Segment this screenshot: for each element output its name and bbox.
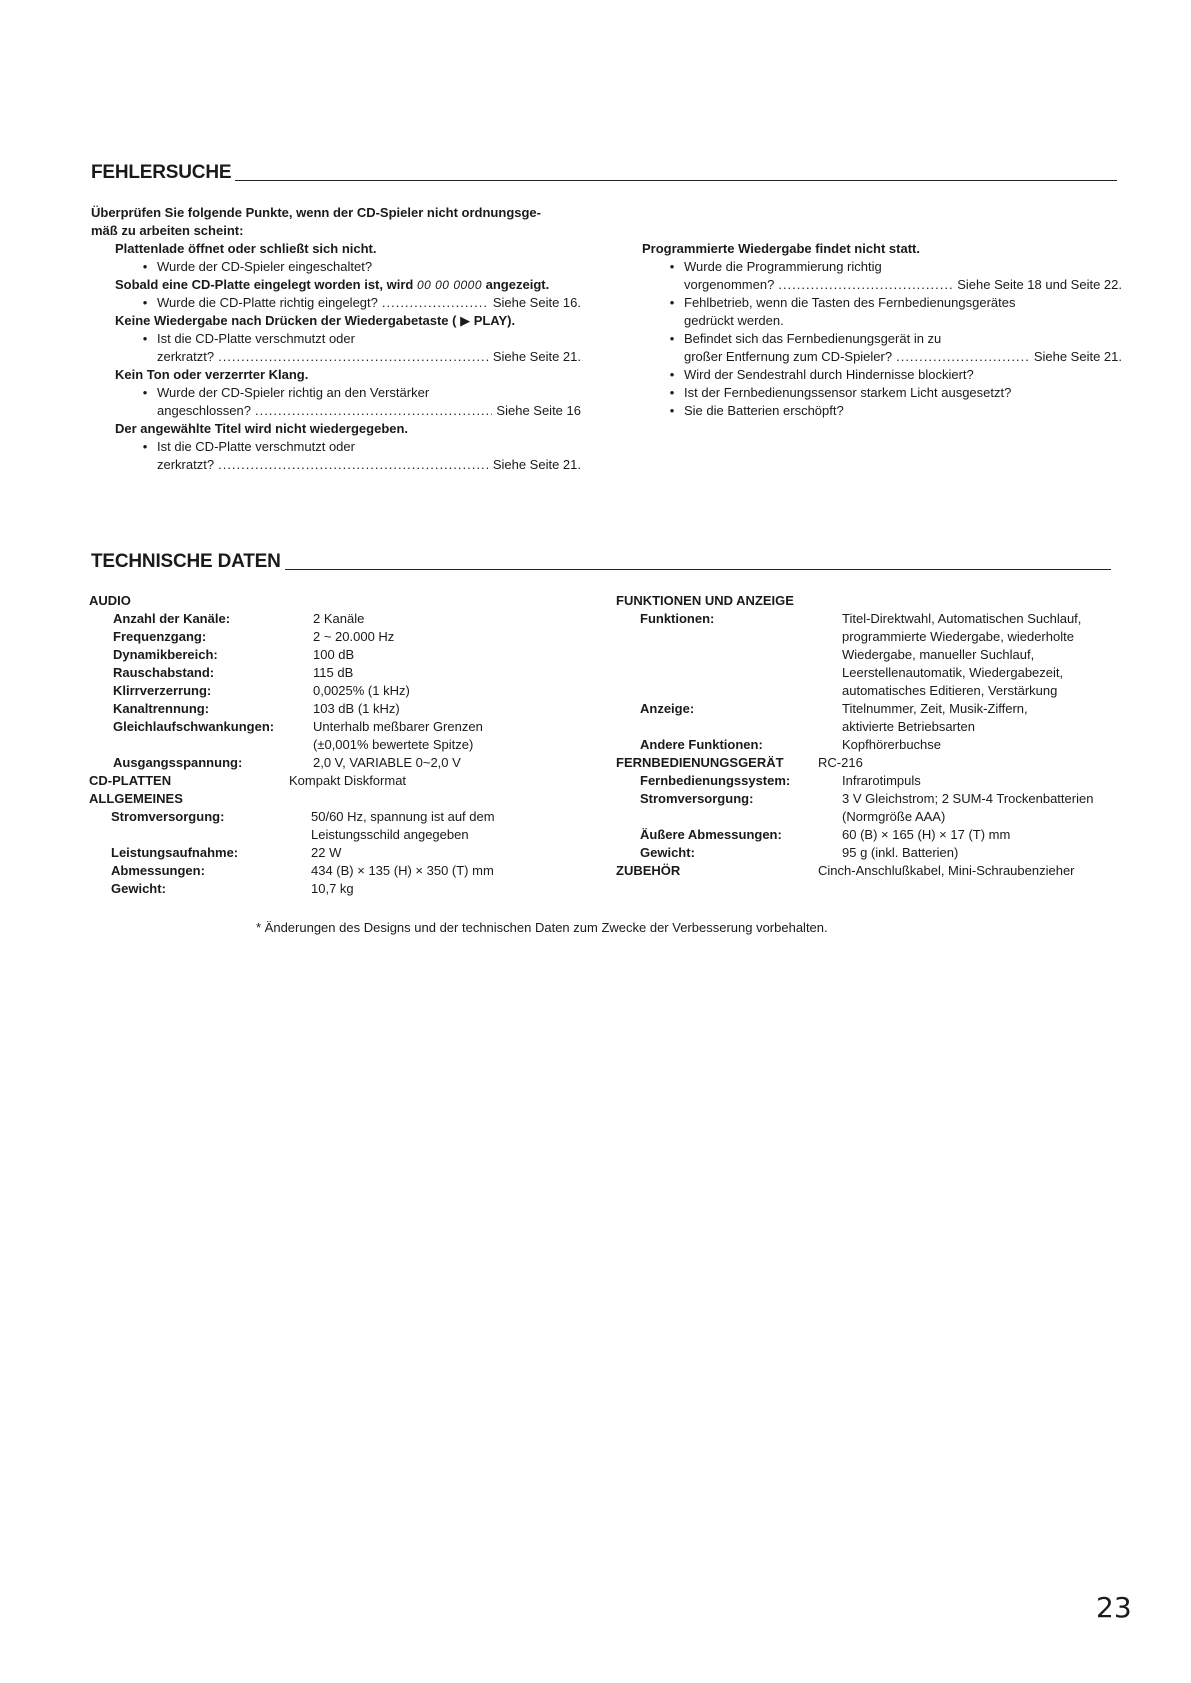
spec-value [842,610,1081,700]
spec-value-line: automatisches Editieren, Verstärkung [842,683,1058,698]
spec-row [89,808,609,844]
check-item: • Befindet sich das Fernbedienungsgerät in zu [660,330,1122,348]
spec-row [616,754,1136,772]
check-item-continuation: vorgenommen? ..... Siehe Seite 18 und Seite 22. [684,276,1122,294]
spec-value: Kompakt Diskformat [289,773,407,788]
heading-rule [285,569,1111,570]
specs-left-column [89,592,609,898]
spec-value-line: Leistungsschild angegeben [311,827,469,842]
spec-group-heading: ALLGEMEINES [89,791,183,806]
problem-heading: Sobald eine CD-Platte eingelegt worden ist, wird 00 00 0000 angezeigt. [115,277,550,292]
check-item: • Wurde der CD-Spieler richtig an den Verstärker [133,384,581,402]
display-readout: 00 00 0000 [416,278,483,292]
spec-value-line: 60 (B) × 165 (H) × 17 (T) mm [842,827,1011,842]
spec-value-line: 100 dB [313,647,355,662]
spec-value-line: Wiedergabe, manueller Suchlauf, [842,647,1035,662]
spec-value-line: 50/60 Hz, spannung ist auf dem [311,809,495,824]
spec-row [89,862,609,880]
spec-value [311,808,495,844]
spec-value [842,790,1093,826]
spec-value [313,646,354,664]
section-heading-fehlersuche [91,162,1117,184]
spec-row [616,772,1136,790]
spec-value-line: Kopfhörerbuchse [842,737,942,752]
spec-label: Ausgangsspannung: [113,755,243,770]
check-item: • Ist die CD-Platte verschmutzt oder [133,330,581,348]
spec-value-line: Leerstellenautomatik, Wiedergabezeit, [842,665,1064,680]
check-item-continuation: großer Entfernung zum CD-Spieler? ..... Siehe Seite 21. [684,348,1122,366]
spec-row [616,862,1136,880]
spec-value-line: Infrarotimpuls [842,773,921,788]
spec-value: Cinch-Anschlußkabel, Mini-Schraubenzieher [818,863,1075,878]
page-reference: Siehe Seite 18 und Seite 22. [957,277,1122,292]
spec-group-heading: FUNKTIONEN UND ANZEIGE [616,593,794,608]
check-item: • Wurde die Programmierung richtig [660,258,1122,276]
check-item: • Fehlbetrieb, wenn die Tasten des Fernbedienungsgerätes [660,294,1122,312]
heading-rule [235,180,1117,181]
page-reference: Siehe Seite 21. [1033,349,1122,364]
section-heading-technische-daten [91,551,1111,573]
spec-group-heading: CD-PLATTEN [89,773,172,788]
problem-heading: Kein Ton oder verzerrter Klang. [115,367,309,382]
spec-value-line: 2,0 V, VARIABLE 0~2,0 V [313,755,461,770]
spec-row [89,844,609,862]
spec-group-heading: FERNBEDIENUNGSGERÄT [616,755,784,770]
spec-value [313,682,410,700]
spec-row [616,700,1136,736]
check-item-continuation: zerkratzt? ..... Siehe Seite 21. [157,348,581,366]
spec-label: Andere Funktionen: [640,737,763,752]
spec-value-line: programmierte Wiedergabe, wiederholte [842,629,1074,644]
spec-row [89,628,609,646]
page-reference: Siehe Seite 21. [492,349,581,364]
spec-value-line: 2 Kanäle [313,611,365,626]
spec-group-heading: AUDIO [89,593,131,608]
spec-value [313,718,483,754]
check-item: • Ist der Fernbedienungssensor starkem Licht ausgesetzt? [660,384,1122,402]
spec-value [842,772,921,790]
spec-row [616,610,1136,700]
spec-value [313,664,353,682]
problem-heading: Der angewählte Titel wird nicht wiedergegeben. [115,421,409,436]
page-reference: Siehe Seite 21. [492,457,581,472]
check-item: • Wird der Sendestrahl durch Hindernisse blockiert? [660,366,1122,384]
spec-row [616,826,1136,844]
spec-row [89,718,609,754]
remote-spec-list [616,772,1136,862]
spec-value-line: 2 ~ 20.000 Hz [313,629,395,644]
spec-value-line: (±0,001% bewertete Spitze) [313,737,474,752]
spec-value-line: 22 W [311,845,342,860]
spec-value-line: 0,0025% (1 kHz) [313,683,410,698]
fehlersuche-left-column [91,204,581,474]
spec-value [842,700,1028,736]
spec-label: Abmessungen: [111,863,205,878]
spec-value-line: 103 dB (1 kHz) [313,701,400,716]
spec-label: Rauschabstand: [113,665,215,680]
spec-value [313,700,400,718]
spec-value-line: aktivierte Betriebsarten [842,719,975,734]
general-spec-list [89,808,609,898]
spec-label: Stromversorgung: [640,791,754,806]
spec-label: Gewicht: [640,845,695,860]
spec-value-line: Titel-Direktwahl, Automatischen Suchlauf, [842,611,1082,626]
intro-line: Überprüfen Sie folgende Punkte, wenn der CD-Spieler nicht ordnungsge- [91,205,541,220]
function-spec-list [616,610,1136,754]
section-title: FEHLERSUCHE [91,162,232,183]
check-item-continuation: angeschlossen? ..... Siehe Seite 16 [157,402,581,420]
spec-group-heading: ZUBEHÖR [616,863,681,878]
intro-line: mäß zu arbeiten scheint: [91,223,244,238]
spec-label: Gleichlaufschwankungen: [113,719,275,734]
spec-row [89,880,609,898]
spec-value [313,628,394,646]
section-title: TECHNISCHE DATEN [91,551,281,572]
spec-value [311,844,341,862]
problem-heading: Programmierte Wiedergabe findet nicht statt. [642,241,920,256]
spec-label: Äußere Abmessungen: [640,827,782,842]
spec-row [616,736,1136,754]
spec-label: Klirrverzerrung: [113,683,212,698]
check-item-continuation: gedrückt werden. [684,313,784,328]
spec-label: Frequenzgang: [113,629,207,644]
check-item-continuation: zerkratzt? ..... Siehe Seite 21. [157,456,581,474]
spec-row [89,754,609,772]
spec-row [89,700,609,718]
spec-value: RC-216 [818,755,863,770]
check-item: • Ist die CD-Platte verschmutzt oder [133,438,581,456]
spec-label: Fernbedienungssystem: [640,773,791,788]
page-number: 23 [1096,1591,1132,1624]
spec-label: Gewicht: [111,881,166,896]
spec-value-line: 3 V Gleichstrom; 2 SUM-4 Trockenbatterien [842,791,1094,806]
footnote: * Änderungen des Designs und der technischen Daten zum Zwecke der Verbesserung vorbehalten. [256,920,828,935]
spec-row [89,664,609,682]
spec-value-line: Unterhalb meßbarer Grenzen [313,719,483,734]
spec-row [616,844,1136,862]
spec-row [89,646,609,664]
page-reference: Siehe Seite 16. [492,295,581,310]
spec-value-line: 95 g (inkl. Batterien) [842,845,959,860]
specs-right-column [616,592,1136,880]
check-item: • Wurde der CD-Spieler eingeschaltet? [133,258,581,276]
spec-value [842,826,1010,844]
spec-value-line: 434 (B) × 135 (H) × 350 (T) mm [311,863,494,878]
spec-label: Leistungsaufnahme: [111,845,239,860]
spec-label: Kanaltrennung: [113,701,210,716]
spec-value [311,880,354,898]
spec-label: Dynamikbereich: [113,647,218,662]
spec-value [311,862,494,880]
spec-value [313,610,364,628]
audio-spec-list [89,610,609,772]
spec-value [313,754,461,772]
fehlersuche-right-column [642,240,1122,420]
check-item: • Wurde die CD-Platte richtig eingelegt? ..... Siehe Seite 16. [133,294,581,312]
spec-value-line: (Normgröße AAA) [842,809,946,824]
spec-value-line: 115 dB [313,665,354,680]
spec-row [89,682,609,700]
spec-label: Stromversorgung: [111,809,225,824]
spec-row [616,790,1136,826]
spec-label: Anzahl der Kanäle: [113,611,231,626]
spec-row [89,610,609,628]
spec-value-line: Titelnummer, Zeit, Musik-Ziffern, [842,701,1028,716]
spec-row [89,772,609,790]
page-reference: Siehe Seite 16 [496,403,581,418]
spec-value [842,736,941,754]
spec-label: Funktionen: [640,611,715,626]
spec-value [842,844,958,862]
problem-heading: Plattenlade öffnet oder schließt sich nicht. [115,241,377,256]
problem-heading: Keine Wiedergabe nach Drücken der Wiedergabetaste ( ▶ PLAY). [115,313,516,328]
spec-label: Anzeige: [640,701,695,716]
spec-value-line: 10,7 kg [311,881,354,896]
check-item: • Sie die Batterien erschöpft? [660,402,1122,420]
